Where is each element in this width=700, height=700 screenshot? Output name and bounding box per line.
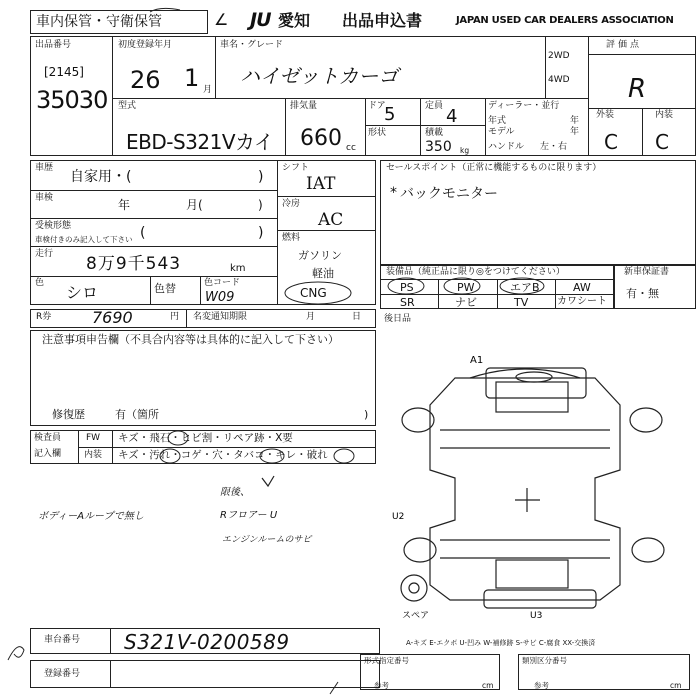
repair-label: 修復歴 bbox=[52, 408, 85, 421]
color-code: W09 bbox=[205, 290, 235, 305]
name-change-month: 月 bbox=[306, 312, 316, 322]
ac-label: 冷房 bbox=[282, 199, 301, 209]
checkmark-icon bbox=[262, 476, 274, 486]
equip-tv: TV bbox=[514, 296, 529, 309]
inspector-row1: キズ・飛石・ヒビ割・リペア跡・X要 bbox=[118, 432, 293, 444]
diagram-a1: A1 bbox=[470, 355, 484, 366]
drive-4wd: 4WD bbox=[548, 75, 570, 85]
margin-mark bbox=[8, 647, 24, 660]
rear-hatch bbox=[496, 560, 568, 588]
lot-small-number: [2145] bbox=[44, 65, 84, 79]
wheel-front-right bbox=[630, 408, 662, 432]
damage-legend: A-キズ E-エクボ U-凹み W-補修跡 S-サビ C-腐食 XX-交換済 bbox=[406, 639, 596, 647]
equip-sr: SR bbox=[400, 296, 415, 309]
equip-aw: AW bbox=[573, 281, 591, 294]
ac-value: AC bbox=[318, 210, 344, 230]
name-change-label: 名変通知期限 bbox=[193, 312, 248, 322]
first-reg-month-unit: 月 bbox=[203, 85, 213, 95]
inspector-interior: 内装 bbox=[84, 450, 103, 460]
spare-tire-hub bbox=[409, 583, 419, 593]
center-cross bbox=[515, 488, 540, 512]
type-number-label: 形式指定番号 bbox=[364, 656, 409, 665]
doors-value: 5 bbox=[384, 104, 396, 125]
name-change-day: 日 bbox=[352, 312, 362, 322]
chassis-label: 車台番号 bbox=[44, 635, 81, 645]
row2-circle-2 bbox=[260, 449, 284, 463]
acceptance-label: 受検形態 bbox=[35, 221, 72, 231]
chassis-value: S321V-0200589 bbox=[124, 630, 290, 654]
type-number-ref: 参考 bbox=[374, 681, 389, 690]
warranty-label: 新車保証書 bbox=[624, 267, 670, 277]
rating-value: R bbox=[628, 74, 647, 104]
wheel-rear-right bbox=[632, 538, 664, 562]
displacement-unit: cc bbox=[346, 143, 356, 153]
registration-label: 登録番号 bbox=[44, 669, 81, 679]
equip-pw-circle bbox=[444, 278, 480, 294]
first-reg-label: 初度登録年月 bbox=[118, 40, 173, 50]
equip-ps-circle bbox=[388, 278, 424, 294]
wheel-rear-left bbox=[404, 538, 436, 562]
load-unit: kg bbox=[460, 146, 470, 155]
car-outline bbox=[430, 378, 620, 600]
rating-interior-label: 内装 bbox=[655, 110, 674, 120]
recycle-label: R券 bbox=[36, 312, 52, 322]
storage-label: 車内保管・守衛保管 bbox=[36, 14, 162, 30]
dealer-label: ディーラー・並行 bbox=[488, 101, 560, 111]
equip-airbag-circle bbox=[500, 278, 544, 294]
repair-close: ) bbox=[364, 408, 369, 421]
first-reg-year: 26 bbox=[130, 66, 161, 94]
equip-pw: PW bbox=[457, 281, 475, 294]
inspector-note-2: Rフロアー U bbox=[220, 510, 278, 521]
mileage-unit: km bbox=[230, 263, 246, 274]
model-value: EBD-S321Vカイ bbox=[126, 130, 274, 154]
inspector-entry-label: 記入欄 bbox=[34, 449, 62, 459]
storage-mark: ∠ bbox=[214, 10, 229, 29]
mileage-label: 走行 bbox=[35, 249, 54, 259]
displacement-label: 排気量 bbox=[290, 101, 318, 111]
capacity-label: 定員 bbox=[425, 101, 444, 111]
margin-tick bbox=[330, 682, 338, 694]
inspector-fw: FW bbox=[86, 433, 101, 443]
shift-value: IAT bbox=[306, 174, 336, 194]
spare-label: スペア bbox=[402, 611, 430, 621]
inspector-note-4: 限後、 bbox=[220, 487, 250, 498]
car-name-value: ハイゼットカーゴ bbox=[240, 64, 399, 88]
shaken-label: 車検 bbox=[35, 193, 54, 203]
first-reg-month: 1 bbox=[184, 64, 200, 92]
lot-number: 35030 bbox=[36, 86, 108, 114]
car-name-label: 車名・グレード bbox=[220, 40, 284, 50]
equip-airbag: エアB bbox=[510, 281, 540, 294]
history-value: 自家用・( bbox=[70, 169, 132, 185]
color-code-label: 色コード bbox=[204, 278, 241, 288]
inspector-note-3: エンジンルームのサビ bbox=[222, 535, 312, 545]
shape-label: 形状 bbox=[368, 128, 387, 138]
model-label: 型式 bbox=[118, 101, 137, 111]
dealer-model-label: モデル bbox=[488, 127, 515, 137]
storage-check bbox=[150, 8, 180, 12]
equip-navi: ナビ bbox=[455, 296, 477, 309]
spare-tire-icon bbox=[401, 575, 427, 601]
load-label: 積載 bbox=[425, 128, 444, 138]
drive-2wd: 2WD bbox=[548, 51, 570, 61]
fuel-circle bbox=[285, 282, 351, 304]
row2-circle-3 bbox=[334, 449, 354, 463]
equipment-label: 装備品（純正品に限り◎をつけてください） bbox=[386, 267, 565, 277]
row1-circle bbox=[168, 431, 188, 445]
load-value: 350 bbox=[425, 139, 452, 155]
association-name: 愛知 bbox=[278, 11, 311, 30]
selling-points-value: バックモニター bbox=[400, 186, 498, 202]
rating-label: 評価点 bbox=[606, 40, 643, 50]
type-number-unit: cm bbox=[482, 681, 494, 690]
lot-label: 出品番号 bbox=[35, 40, 72, 50]
shift-label: シフト bbox=[282, 163, 310, 173]
diagram-u2: U2 bbox=[392, 512, 405, 522]
mileage-value: 8万9千543 bbox=[86, 254, 182, 274]
row2-circle-1 bbox=[160, 449, 180, 463]
front-grille bbox=[516, 372, 552, 382]
notes-label: 注意事項申告欄（不具合内容等は具体的に記入して下さい） bbox=[42, 333, 339, 346]
inspector-row2: キズ・汚れ・コゲ・穴・タバコ・キレ・破れ bbox=[118, 449, 328, 461]
diagram-u3: U3 bbox=[530, 611, 543, 621]
selling-points-label: セールスポイント（正常に機能するものに限ります） bbox=[386, 163, 602, 173]
acceptance-open: ( bbox=[140, 225, 146, 241]
inspector-label: 検査員 bbox=[34, 433, 62, 443]
hood bbox=[496, 382, 568, 412]
recycle-value: 7690 bbox=[92, 308, 133, 327]
category-number-label: 類別区分番号 bbox=[522, 656, 567, 665]
dealer-model-unit: 年 bbox=[570, 127, 580, 137]
warranty-value: 有・無 bbox=[626, 287, 659, 300]
capacity-value: 4 bbox=[446, 106, 458, 127]
rating-interior: C bbox=[655, 130, 669, 154]
shaken-year: 年 bbox=[118, 198, 131, 212]
history-label: 車歴 bbox=[35, 163, 54, 173]
shaken-close: ) bbox=[258, 198, 263, 212]
association-en: JAPAN USED CAR DEALERS ASSOCIATION bbox=[456, 15, 674, 26]
rating-exterior-label: 外装 bbox=[596, 110, 615, 120]
acceptance-note: 車検付きのみ記入して下さい bbox=[35, 235, 133, 244]
fuel-option-diesel: 軽油 bbox=[312, 267, 334, 280]
form-title: 出品申込書 bbox=[342, 11, 423, 30]
fuel-option-cng: CNG bbox=[300, 286, 327, 300]
rear-view bbox=[484, 590, 596, 608]
color-repaint-label: 色替 bbox=[154, 282, 176, 295]
color-value: シロ bbox=[66, 283, 99, 302]
repair-value: 有（箇所 bbox=[115, 408, 159, 421]
handle-value: 左・右 bbox=[540, 142, 568, 152]
dealer-year-label: 年式 bbox=[488, 116, 507, 126]
category-number-ref: 参考 bbox=[534, 681, 549, 690]
handle-label: ハンドル bbox=[488, 142, 525, 152]
equip-leather: カワシート bbox=[557, 296, 607, 307]
doors-label: ドア bbox=[368, 101, 386, 111]
inspector-note-1: ボディーAループで無し bbox=[38, 511, 144, 522]
history-close: ) bbox=[258, 169, 264, 185]
wheel-front-left bbox=[402, 408, 434, 432]
recycle-unit: 円 bbox=[170, 312, 180, 322]
door-lines bbox=[440, 430, 610, 558]
ju-logo: JU bbox=[250, 9, 271, 31]
rating-exterior: C bbox=[604, 130, 618, 154]
dealer-year-unit: 年 bbox=[570, 116, 580, 126]
fuel-option-gasoline: ガソリン bbox=[298, 249, 342, 262]
fuel-label: 燃料 bbox=[282, 233, 301, 243]
displacement-value: 660 bbox=[300, 126, 342, 151]
color-label: 色 bbox=[35, 278, 45, 288]
selling-points-asterisk: * bbox=[390, 185, 397, 201]
rear-seat-label: 後日品 bbox=[384, 314, 412, 324]
category-number-unit: cm bbox=[670, 681, 682, 690]
equip-ps: PS bbox=[400, 281, 414, 294]
acceptance-close: ) bbox=[258, 225, 264, 241]
shaken-month: 月( bbox=[186, 198, 203, 212]
